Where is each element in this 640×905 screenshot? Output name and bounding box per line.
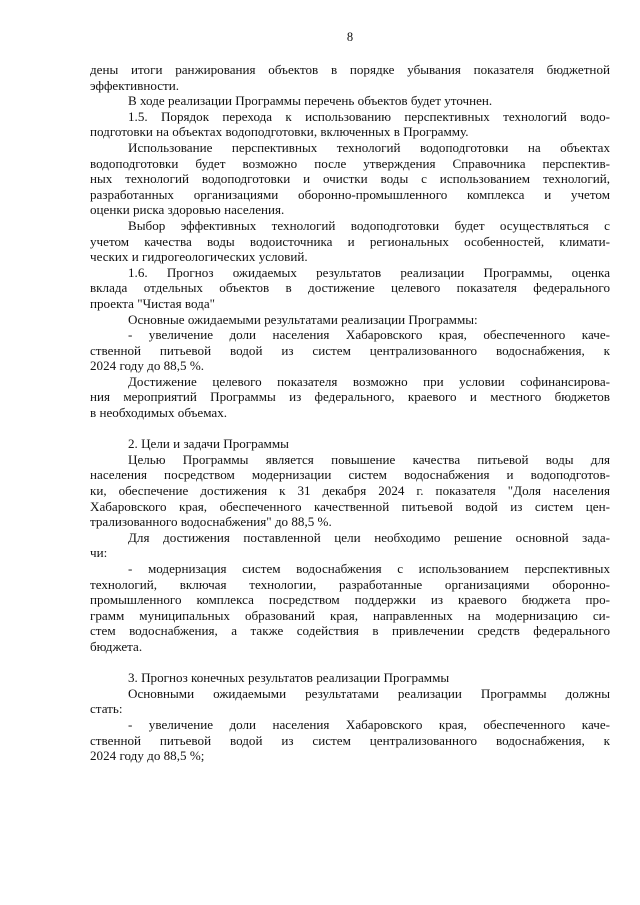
document-page (90, 30, 610, 764)
paragraph (90, 62, 610, 93)
text-line: Выбор эффективных технологий водоподготовки будет осуществляться с (128, 217, 610, 233)
paragraph (90, 327, 610, 374)
text-line: Достижение целевого показателя возможно при условии софинансирова- (128, 373, 610, 389)
paragraph (90, 561, 610, 655)
text-line: учетом качества воды водоисточника и региональных особенностей, климати- (90, 233, 610, 249)
text-line: подготовки на объектах водоподготовки, включенных в Программу. (90, 124, 469, 140)
document-body (90, 62, 610, 764)
text-line: ных технологий водоподготовки и очистки воды с использованием технологий, (90, 171, 610, 187)
text-line: дены итоги ранжирования объектов в порядке убывания показателя бюджетной (90, 62, 610, 77)
paragraph (90, 218, 610, 265)
text-line: 2024 году до 88,5 %. (90, 358, 205, 374)
text-line: Основные ожидаемыми результатами реализации Программы: (128, 311, 478, 327)
text-line: проекта "Чистая вода" (90, 295, 215, 311)
text-line: разработанных организациями оборонно-промышленного комплекса и учетом (90, 186, 610, 202)
text-line: 2024 году до 88,5 %; (90, 748, 205, 764)
text-line: промышленного комплекса посредством поддержки из краевого бюджета про- (90, 592, 610, 608)
text-line: 1.5. Порядок перехода к использованию перспективных технологий водо- (128, 108, 610, 124)
paragraph (90, 452, 610, 530)
text-line: В ходе реализации Программы перечень объектов будет уточнен. (128, 93, 493, 109)
text-line: ственной питьевой водой из систем централизованного водоснабжения, к (90, 342, 610, 358)
text-line: стать: (90, 701, 123, 717)
text-line: ки, обеспечение достижения к 31 декабря 2024 г. показателя "Доля населения (90, 483, 610, 499)
paragraph (90, 265, 610, 312)
text-line: - увеличение доли населения Хабаровского края, обеспеченного каче- (128, 327, 610, 343)
text-line: 2. Цели и задачи Программы (128, 436, 289, 452)
text-line: ния мероприятий Программы из федерального, краевого и местного бюджетов (90, 389, 610, 405)
paragraph (90, 140, 610, 218)
text-line: эффективности. (90, 77, 180, 93)
paragraph (90, 530, 610, 561)
section-heading (90, 670, 610, 686)
text-line: - модернизация систем водоснабжения с использованием перспективных (128, 561, 610, 576)
section-heading (90, 436, 610, 452)
paragraph (90, 717, 610, 764)
text-line: грамм муниципальных образований края, направленных на модернизацию си- (90, 607, 610, 623)
text-line: ственной питьевой водой из систем централизованного водоснабжения, к (90, 732, 610, 748)
page-number: 8 (346, 30, 354, 44)
text-line: бюджета. (90, 638, 143, 654)
paragraph (90, 686, 610, 717)
paragraph (90, 93, 610, 109)
paragraph (90, 109, 610, 140)
text-line: Основными ожидаемыми результатами реализации Программы должны (128, 685, 610, 701)
text-line: 1.6. Прогноз ожидаемых результатов реализации Программы, оценка (128, 264, 610, 280)
text-line: Целью Программы является повышение качества питьевой воды для (128, 451, 610, 467)
paragraph (90, 312, 610, 328)
text-line: стем водоснабжения, а также содействия в привлечении средств федерального (90, 623, 610, 639)
text-line: оценки риска здоровью населения. (90, 202, 285, 218)
text-line: ческих и гидрогеологических условий. (90, 249, 308, 265)
text-line: - увеличение доли населения Хабаровского края, обеспеченного каче- (128, 716, 610, 732)
text-line: вклада отдельных объектов в достижение целевого показателя федерального (90, 280, 610, 296)
text-line: трализованного водоснабжения" до 88,5 %. (90, 514, 332, 530)
text-line: чи: (90, 545, 108, 561)
text-line: населения посредством модернизации систем водоснабжения и водоподготов- (90, 467, 610, 483)
paragraph (90, 374, 610, 421)
text-line: водоподготовки будет возможно после утверждения Справочника перспектив- (90, 155, 610, 171)
text-line: Использование перспективных технологий водоподготовки на объектах (128, 139, 610, 155)
text-line: Хабаровского края, обеспеченного качественной питьевой водой из систем цен- (90, 498, 610, 514)
text-line: 3. Прогноз конечных результатов реализации Программы (128, 670, 450, 686)
text-line: Для достижения поставленной цели необходимо решение основной зада- (128, 529, 610, 545)
text-line: технологий, включая технологии, разработанные организациями оборонно- (90, 576, 610, 592)
text-line: в необходимых объемах. (90, 405, 228, 421)
